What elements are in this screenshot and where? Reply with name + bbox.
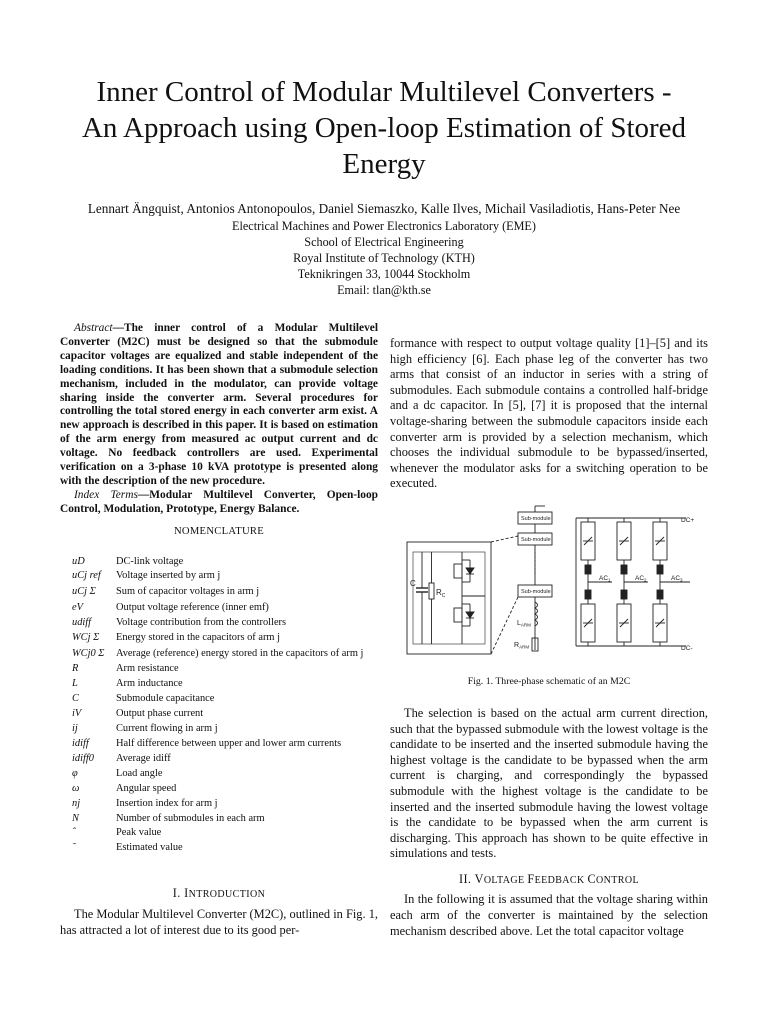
section-heading-voltage-feedback-control: II. VOLTAGE FEEDBACK CONTROL xyxy=(459,872,639,886)
nomenclature-description: Angular speed xyxy=(116,783,177,794)
nomenclature-symbol: uCj ref xyxy=(72,570,101,581)
nomenclature-description: Current flowing in arm j xyxy=(116,723,218,734)
nomenclature-symbol: R xyxy=(72,663,79,674)
nomenclature-symbol: iV xyxy=(72,708,82,719)
nomenclature-symbol: ij xyxy=(72,723,78,734)
larm-label: $L_{ARM}$ xyxy=(517,620,531,628)
nomenclature-symbol: ω xyxy=(72,783,80,794)
nomenclature-symbol: idiff xyxy=(72,738,89,749)
paper-title xyxy=(40,74,728,182)
section-heading-introduction: I. INTRODUCTION xyxy=(172,886,266,900)
affiliation-line: School of Electrical Engineering xyxy=(304,235,464,249)
nomenclature-symbol: idiff0 xyxy=(72,753,94,764)
nomenclature-description: Voltage inserted by arm j xyxy=(116,570,221,581)
nomenclature-symbol: φ xyxy=(72,768,78,779)
affiliation-block xyxy=(60,218,708,298)
section2-paragraph: In the following it is assumed that the voltage sharing within each arm of the converter is maintained by the selection mechanism described above. Let the total capacitor voltage xyxy=(390,892,708,939)
nomenclature-description: Arm inductance xyxy=(116,678,183,689)
figure-caption: Fig. 1. Three-phase schematic of an M2C xyxy=(467,676,631,687)
nomenclature-description: Output phase current xyxy=(116,708,204,719)
submodule-label: Sub-module xyxy=(521,516,551,522)
author-list: Lennart Ängquist, Antonios Antonopoulos, Daniel Siemaszko, Kalle Ilves, Michail Vasiladiotis, Hans-Peter Nee xyxy=(87,201,681,216)
nomenclature-description: Average (reference) energy stored in the capacitors of arm j xyxy=(116,648,364,659)
abstract-text: —The inner control of a Modular Multilevel Converter (M2C) must be designed so that the submodule capacitor voltages are equalized and stable independent of the loading conditions. It has been shown that a submodule selection mechanism, included in the modulator, can provide voltage sharing inside the converter arm. Several procedures for controlling the total stored energy in each converter arm exist. A new approach is described in this paper. It is based on estimation of the arm energy from measured ac output current and dc voltage. No feedback controllers are used. Experimental verification on a 3-phase 10 kVA prototype is presented along with the description of the new procedure. xyxy=(60,322,378,487)
nomenclature-symbol: ˜ xyxy=(72,842,76,853)
rarm-label: $R_{ARM}$ xyxy=(514,642,530,650)
nomenclature-description: Estimated value xyxy=(116,842,183,853)
affiliation-line: Teknikringen 33, 10044 Stockholm xyxy=(297,267,471,281)
nomenclature-description: Energy stored in the capacitors of arm j xyxy=(116,632,280,643)
nomenclature-description: Average idiff xyxy=(116,753,171,764)
affiliation-email: Email: tlan@kth.se xyxy=(337,283,431,297)
abstract-label: Abstract xyxy=(74,322,113,334)
selection-paragraph: The selection is based on the actual arm current direction, such that the bypassed submodule with the lowest voltage is the candidate to be inserted and the inserted submodule having the highest voltage is the candidate to be bypassed when the arm current is charging, and correspondingly the bypassed submodule with the highest voltage is the candidate to be inserted and the inserted submodule having the lowest voltage is the candidate to be bypassed when the arm current is discharging. This approach has shown to be quite effective in simulations and tests. xyxy=(390,706,708,861)
title-line-1: Inner Control of Modular Multilevel Converters - xyxy=(96,76,672,108)
nomenclature-symbol: WCj Σ xyxy=(72,632,100,643)
nomenclature-symbol: eV xyxy=(72,602,83,613)
nomenclature-description: Voltage contribution from the controllers xyxy=(116,617,287,628)
submodule-label: Sub-module xyxy=(521,589,551,595)
nomenclature-description: Peak value xyxy=(116,827,162,838)
nomenclature-symbol: uCj Σ xyxy=(72,586,96,597)
nomenclature-description: Sum of capacitor voltages in arm j xyxy=(116,586,260,597)
submodule-label: Sub-module xyxy=(521,537,551,543)
nomenclature-description: Half difference between upper and lower arm currents xyxy=(116,738,342,749)
nomenclature-symbol: C xyxy=(72,693,79,704)
intro-paragraph: The Modular Multilevel Converter (M2C), outlined in Fig. 1, has attracted a lot of interest due to its good per- xyxy=(60,907,378,938)
ac3-label: $AC_3$ xyxy=(671,575,683,583)
nomenclature-description: Load angle xyxy=(116,768,163,779)
index-terms-text: —Modular Multilevel Converter, Open-loop Control, Modulation, Prototype, Energy Balance. xyxy=(60,488,378,515)
nomenclature-description: Insertion index for arm j xyxy=(116,798,218,809)
nomenclature-symbol: uD xyxy=(72,556,85,567)
dc-plus-label: DC+ xyxy=(681,517,695,524)
dc-minus-label: DC- xyxy=(681,645,693,652)
nomenclature-symbol: ˆ xyxy=(72,827,76,838)
nomenclature-title: NOMENCLATURE xyxy=(173,526,265,537)
rc-label: $R_C$ xyxy=(436,588,446,599)
nomenclature-symbol: WCj0 Σ xyxy=(72,648,105,659)
title-line-3: Energy xyxy=(342,148,426,180)
right-column-paragraph: formance with respect to output voltage quality [1]–[5] and its high efficiency [6]. Each phase leg of the converter has two arms that consist of an inductor in series with a string of submodules. Each submodule contains a controlled half-bridge and a dc capacitor. In [5], [7] it is proposed that the internal voltage-sharing between the submodule capacitors inside each converter arm is provided by a selection mechanism, which chooses the individual submodule to be bypassed/inserted, whenever the modulator asks for a switching operation to be executed. xyxy=(390,336,708,491)
capacitor-label: C xyxy=(410,579,416,588)
ac1-label: $AC_1$ xyxy=(599,575,611,583)
affiliation-line: Royal Institute of Technology (KTH) xyxy=(293,251,475,265)
nomenclature-description: Arm resistance xyxy=(116,663,179,674)
title-line-2: An Approach using Open-loop Estimation of Stored xyxy=(81,112,687,144)
index-terms-label: Index Terms xyxy=(74,488,138,501)
affiliation-line: Electrical Machines and Power Electronics Laboratory (EME) xyxy=(232,219,536,233)
abstract xyxy=(60,322,378,489)
nomenclature-symbol: nj xyxy=(72,798,81,809)
nomenclature-description: Number of submodules in each arm xyxy=(116,813,265,824)
nomenclature-description: DC-link voltage xyxy=(116,556,184,567)
m2c-schematic-figure xyxy=(400,500,710,662)
nomenclature-description: Output voltage reference (inner emf) xyxy=(116,602,269,613)
nomenclature-symbol: udiff xyxy=(72,617,92,628)
index-terms xyxy=(60,489,378,517)
nomenclature-symbol: N xyxy=(72,813,79,824)
submodule-detail-box xyxy=(407,542,491,654)
nomenclature-description: Submodule capacitance xyxy=(116,693,215,704)
nomenclature-symbol: L xyxy=(72,678,78,689)
ac2-label: $AC_2$ xyxy=(635,575,647,583)
abstract-block xyxy=(60,322,378,517)
